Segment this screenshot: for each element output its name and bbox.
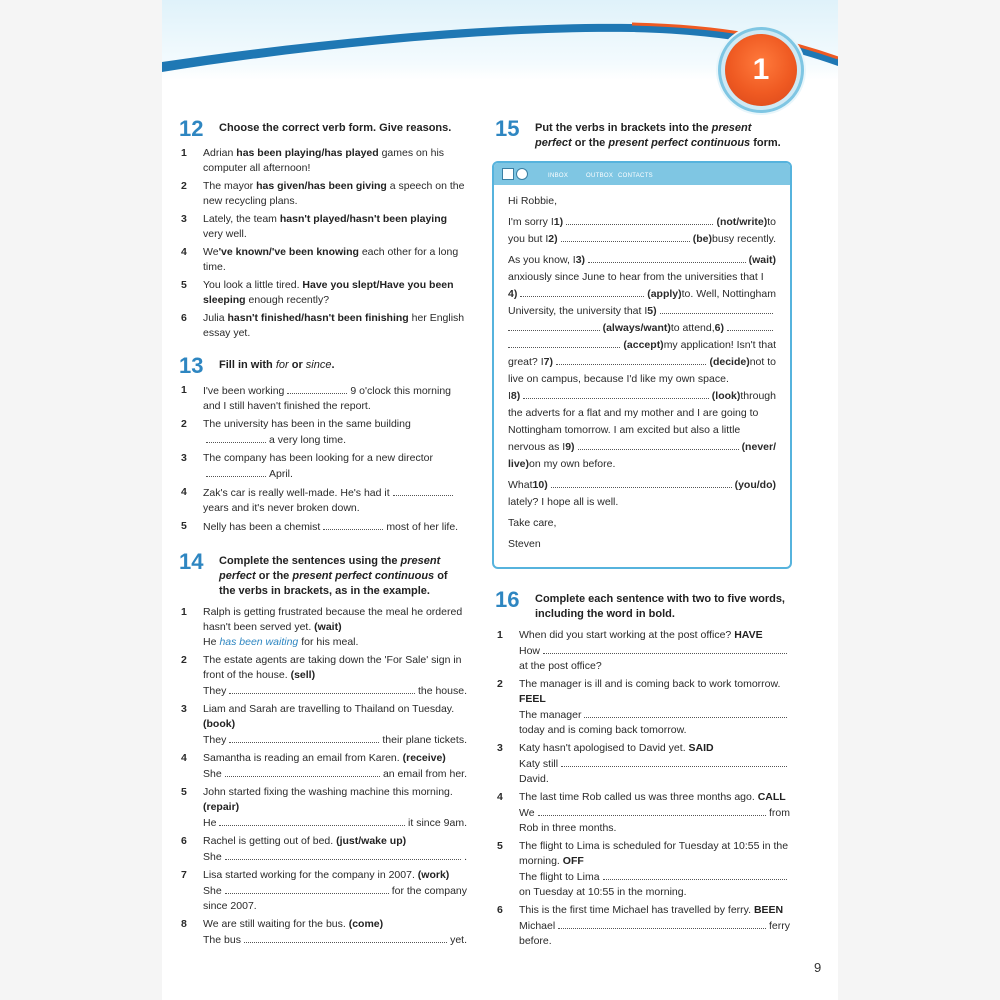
exercise-15 (495, 118, 790, 569)
item-text: The company has been looking for a new directorApril. (203, 452, 433, 480)
item-text: We are still waiting for the bus. (come) The bus yet. (203, 918, 467, 946)
item-number: 1 (181, 147, 187, 159)
exercise-instruction: Fill in with for or since. (219, 359, 335, 371)
exercise-item (179, 751, 467, 782)
exercise-item (495, 790, 790, 836)
answer-blank[interactable] (225, 766, 380, 777)
exercise-14 (179, 551, 467, 948)
answer-blank[interactable] (561, 756, 787, 767)
item-number: 2 (497, 678, 503, 690)
item-number: 4 (497, 791, 503, 803)
exercise-item (179, 653, 467, 699)
exercise-item (179, 605, 467, 650)
exercise-item (179, 179, 467, 209)
right-column (495, 118, 790, 959)
item-text: Liam and Sarah are travelling to Thailand on Tuesday. (book) They their plane tickets. (203, 703, 467, 746)
item-text: The flight to Lima is scheduled for Tuesday at 10:55 in the morning. OFF The flight to Lima on Tuesday at 10:55 in the morning. (519, 840, 789, 898)
exercise-item (179, 383, 467, 414)
page-number: 9 (814, 960, 822, 975)
exercise-instruction: Put the verbs in brackets into the present perfect or the present perfect continuous form. (535, 122, 781, 149)
answer-blank[interactable] (538, 805, 766, 816)
key-word: SAID (688, 742, 714, 754)
item-number: 3 (181, 213, 187, 225)
item-number: 5 (181, 279, 187, 291)
workbook-page (162, 0, 838, 1000)
exercise-number: 15 (495, 116, 520, 141)
answer-blank[interactable] (244, 932, 447, 943)
exercise-item (495, 741, 790, 787)
exercise-number: 16 (495, 587, 520, 612)
exercise-item (495, 903, 790, 949)
item-number: 5 (181, 786, 187, 798)
answer-line: He has been waiting for his meal. (203, 636, 359, 648)
item-number: 4 (181, 246, 187, 258)
item-number: 2 (181, 654, 187, 666)
item-text: Samantha is reading an email from Karen. (receive) She an email from her. (203, 752, 467, 780)
item-text: Lisa started working for the company in 2007. (work) She for the company since 2007. (203, 869, 467, 912)
item-text[interactable]: The mayor has given/has been giving a speech on the new recycling plans. (203, 180, 465, 207)
item-number: 3 (181, 452, 187, 464)
unit-badge (725, 34, 797, 106)
exercise-instruction: Complete the sentences using the present perfect or the present perfect continuous of the verbs in brackets, as in the example. (219, 555, 448, 597)
item-number: 4 (181, 752, 187, 764)
email-signature: Steven (508, 538, 541, 550)
email-body: Hi Robbie, I'm sorry I 1) (not/write) to you but I 2) (be) busy recently. As you know, I 3) (wait) anxiously since June to hear from the universities that I 4) (apply) to. Well, Nottingham University, the university that I 5) (always/want) to attend, 6) (accept) my application! Isn't that great? I 7) (decide) not to live on campus, because I'd like my own space. I 8) (look) through the adverts for a flat and my mother and I are going to Nottingham tomorrow. I am excited but also a little nervous as I 9) (never/ live) on my own before. What 10) (you/do) lately? I hope all is well. Take care, Steven (494, 185, 790, 553)
email-greeting: Hi Robbie, (508, 195, 558, 207)
exercise-item (179, 451, 467, 482)
answer-line: We from (519, 807, 790, 819)
answer-line: They their plane tickets. (203, 734, 467, 746)
item-number: 1 (497, 629, 503, 641)
exercise-item (179, 417, 467, 448)
email-window (492, 161, 792, 569)
item-number: 1 (181, 384, 187, 396)
unit-number: 1 (752, 53, 770, 86)
email-toolbar (494, 163, 790, 185)
key-word: BEEN (753, 904, 784, 916)
item-number: 2 (181, 180, 187, 192)
answer-blank[interactable] (206, 432, 266, 443)
item-text: This is the first time Michael has travelled by ferry. BEEN Michael ferry before. (519, 904, 790, 947)
answer-line: She an email from her. (203, 768, 467, 780)
answer-line: How (519, 643, 790, 659)
exercise-item (179, 868, 467, 914)
answer-line: She for the company (203, 885, 467, 897)
item-number: 3 (181, 703, 187, 715)
email-record-icon[interactable] (516, 168, 528, 180)
exercise-item (179, 785, 467, 831)
exercise-item (179, 485, 467, 516)
item-number: 3 (497, 742, 503, 754)
exercise-item (179, 834, 467, 865)
exercise-item (179, 917, 467, 948)
exercise-item (179, 245, 467, 275)
item-number: 6 (497, 904, 503, 916)
item-text: The last time Rob called us was three months ago. CALL We from Rob in three months. (519, 791, 790, 834)
item-text[interactable]: You look a little tired. Have you slept/Have you been sleeping enough recently? (203, 279, 454, 306)
exercise-item (495, 677, 790, 738)
answer-blank[interactable] (558, 918, 766, 929)
exercise-item (179, 519, 467, 535)
answer-blank[interactable] (543, 643, 787, 654)
item-text: I've been working 9 o'clock this morning and I still haven't finished the report. (203, 385, 452, 412)
exercise-12 (179, 118, 467, 341)
answer-line: They the house. (203, 685, 467, 697)
example-answer: has been waiting (219, 636, 299, 648)
item-number: 2 (181, 418, 187, 430)
exercise-item (179, 278, 467, 308)
exercise-item (179, 311, 467, 341)
exercise-instruction: Choose the correct verb form. Give reasons. (219, 122, 452, 134)
item-number: 5 (181, 520, 187, 532)
answer-line: He it since 9am. (203, 817, 467, 829)
key-word: OFF (562, 855, 584, 867)
answer-blank[interactable] (229, 732, 379, 743)
exercise-item (179, 702, 467, 748)
item-text[interactable]: Adrian has been playing/has played games on his computer all afternoon! (203, 147, 445, 174)
item-text: Nelly has been a chemist most of her life. (203, 521, 459, 533)
item-number: 6 (181, 312, 187, 324)
answer-line: Katy still (519, 756, 790, 772)
exercise-item (495, 839, 790, 900)
item-text: The manager is ill and is coming back to work tomorrow. FEEL The manager today and is coming back tomorrow. (519, 677, 790, 738)
answer-blank[interactable] (603, 869, 787, 880)
item-number: 4 (181, 486, 187, 498)
answer-blank[interactable] (584, 707, 787, 718)
email-closing: Take care, (508, 517, 557, 529)
exercise-16 (495, 589, 790, 949)
exercise-number: 13 (179, 353, 204, 378)
exercise-instruction: Complete each sentence with two to five words, including the word in bold. (535, 593, 785, 620)
item-text: Rachel is getting out of bed. (just/wake up) She . (203, 835, 467, 863)
item-text: Katy hasn't apologised to David yet. SAID Katy still David. (519, 741, 790, 787)
tab-contacts[interactable]: CONTACTS (618, 173, 653, 179)
item-number: 1 (181, 606, 187, 618)
answer-blank[interactable] (287, 383, 347, 394)
item-text[interactable]: Lately, the team hasn't played/hasn't been playing very well. (203, 213, 448, 240)
exercise-number: 14 (179, 549, 204, 574)
tab-outbox[interactable]: OUTBOX (586, 173, 614, 179)
left-column (179, 118, 467, 958)
answer-blank[interactable] (229, 683, 415, 694)
tab-inbox[interactable]: INBOX (548, 173, 569, 179)
answer-blank[interactable] (225, 849, 461, 860)
key-word: FEEL (519, 693, 546, 705)
answer-line: She . (203, 851, 467, 863)
answer-blank[interactable] (393, 485, 453, 496)
exercise-number: 12 (179, 116, 204, 141)
item-text: The university has been in the same buildinga very long time. (203, 418, 411, 446)
answer-blank[interactable] (225, 883, 389, 894)
item-text: Ralph is getting frustrated because the meal he ordered hasn't been served yet. (wait) He has been waiting for his meal. (203, 605, 467, 650)
item-number: 7 (181, 869, 187, 881)
exercise-item (495, 628, 790, 674)
answer-blank[interactable] (206, 466, 266, 477)
answer-line: The manager (519, 707, 790, 723)
exercise-item (179, 212, 467, 242)
answer-line: Michael ferry (519, 920, 790, 932)
answer-line: The bus yet. (203, 934, 467, 946)
answer-blank[interactable] (323, 519, 383, 530)
item-text: John started fixing the washing machine this morning. (repair) He it since 9am. (203, 786, 467, 829)
item-text: When did you start working at the post office? HAVE How at the post office? (519, 628, 790, 674)
answer-blank[interactable] (219, 815, 405, 826)
item-text: Zak's car is really well-made. He's had ityears and it's never broken down. (203, 485, 467, 516)
item-number: 6 (181, 835, 187, 847)
item-number: 5 (497, 840, 503, 852)
key-word: HAVE (734, 629, 763, 641)
exercise-13 (179, 355, 467, 535)
exercise-item (179, 146, 467, 176)
email-stop-icon[interactable] (502, 168, 514, 180)
item-text[interactable]: We've known/'ve been knowing each other for a long time. (203, 246, 459, 273)
item-number: 8 (181, 918, 187, 930)
key-word: CALL (757, 791, 786, 803)
item-text: The estate agents are taking down the 'For Sale' sign in front of the house. (sell) They the house. (203, 654, 467, 697)
item-text[interactable]: Julia hasn't finished/hasn't been finishing her English essay yet. (203, 312, 465, 339)
answer-line: The flight to Lima (519, 869, 790, 885)
